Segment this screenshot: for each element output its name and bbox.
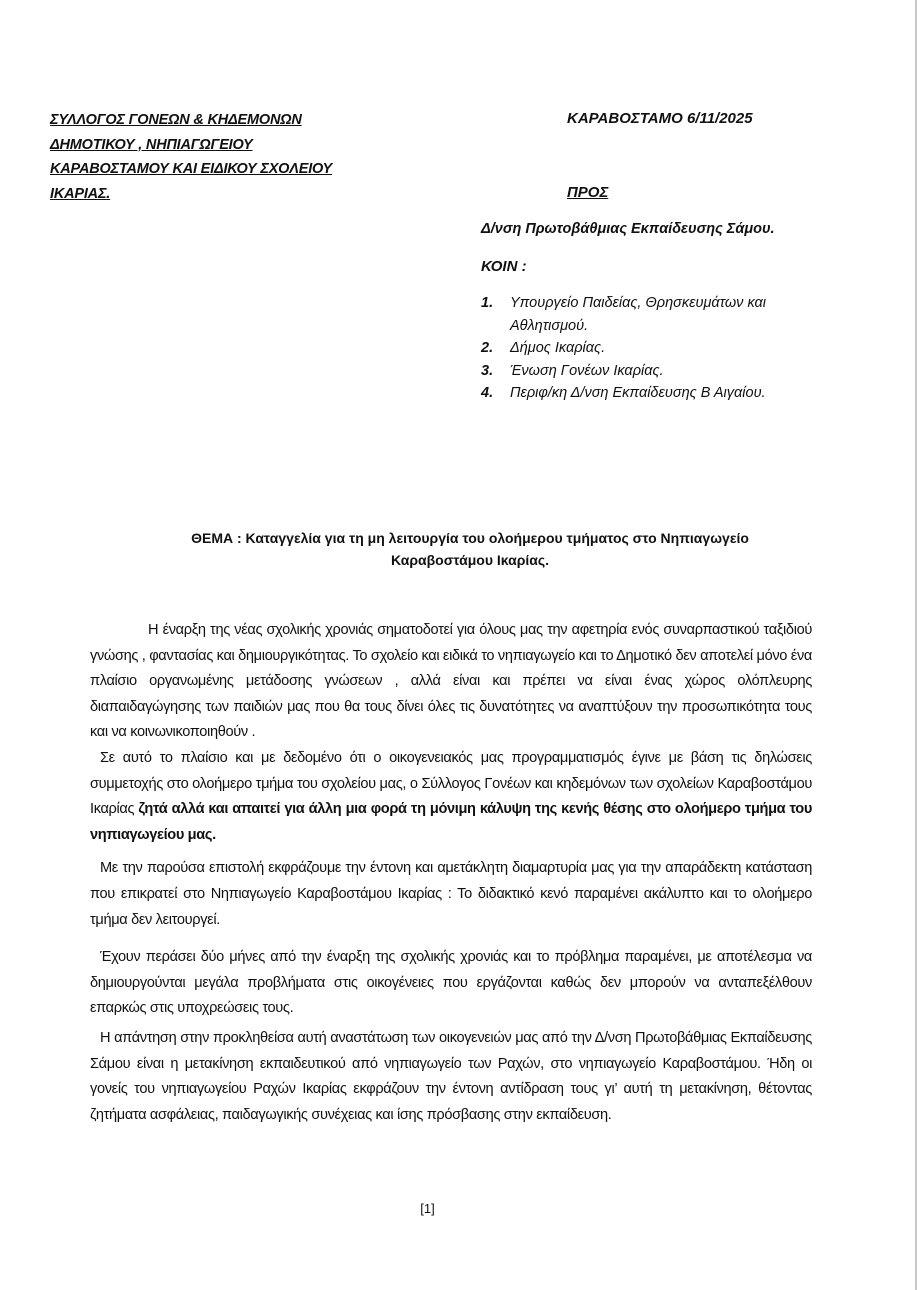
cc-list-item	[481, 337, 821, 360]
cc-label: ΚΟΙΝ :	[481, 258, 527, 275]
letter-body	[90, 618, 812, 1128]
cc-list	[481, 292, 821, 405]
paragraph	[90, 746, 812, 848]
cc-number: 1.	[481, 295, 494, 311]
sender-line: ΣΥΛΛΟΓΟΣ ΓΟΝΕΩΝ & ΚΗΔΕΜΟΝΩΝ	[50, 112, 302, 128]
sender-line: ΔΗΜΟΤΙΚΟΥ , ΝΗΠΙΑΓΩΓΕΙΟΥ	[50, 136, 253, 153]
subject	[110, 527, 830, 571]
cc-text: Περιφ/κη Δ/νση Εκπαίδευσης Β Αιγαίου.	[510, 385, 766, 401]
cc-number: 4.	[481, 385, 494, 401]
to-label: ΠΡΟΣ	[567, 184, 609, 201]
paragraph-text: Σε αυτό το πλαίσιο και με δεδομένο ότι ο οικογενειακός μας προγραμματισμός έγινε με βάση τις δηλώσεις συμμετοχής στο ολοήμερο τμήμα του σχολείου μας, ο Σύλλογος Γονέων και κηδεμόνων των σχολείων Καραβοστάμου Ικαρίας	[90, 749, 812, 818]
paragraph: Έχουν περάσει δύο μήνες από την έναρξη της σχολικής χρονιάς και το πρόβλημα παραμένει, με αποτέλεσμα να δημιουργούνται μεγάλα προβλήματα στις οικογένειες που εργάζονται καθώς δεν μπορούν να ανταπεξέλθουν επαρκώς στις υποχρεώσεις τους.	[90, 949, 812, 1017]
paragraph-emphasis: ζητά αλλά και απαιτεί για άλλη μια φορά τη μόνιμη κάλυψη της κενής θέσης στο ολοήμερο τμήμα του νηπιαγωγείου μας.	[90, 801, 812, 843]
sender-line: ΚΑΡΑΒΟΣΤΑΜΟΥ ΚΑΙ ΕΙΔΙΚΟΥ ΣΧΟΛΕΙΟΥ	[50, 161, 332, 177]
paragraph: Η έναρξη της νέας σχολικής χρονιάς σηματοδοτεί για όλους μας την αφετηρία ενός συναρπαστικού ταξιδιού γνώσης , φαντασίας και δημιουργικότητας. Το σχολείο και ειδικά το νηπιαγωγείο και το Δημοτικό δεν αποτελεί μόνο ένα πλαίσιο οργανωμένης μετάδοσης γνώσεων , αλλά είναι και πρέπει να είναι ένας χώρος ολόπλευρης διαπαιδαγώγησης των παιδιών μας που θα τους δίνει όλες τις δυνατότητες να αναπτύξουν την προσωπικότητα τους και να κοινωνικοποιηθούν .	[90, 622, 812, 741]
cc-list-item	[481, 382, 821, 405]
cc-text: Ένωση Γονέων Ικαρίας.	[510, 362, 664, 379]
sender-block	[50, 108, 390, 206]
page-number: [1]	[420, 1201, 435, 1216]
cc-number: 2.	[481, 340, 494, 356]
cc-list-item	[481, 360, 821, 383]
recipient: Δ/νση Πρωτοβάθμιας Εκπαίδευσης Σάμου.	[481, 221, 775, 237]
paragraph: Με την παρούσα επιστολή εκφράζουμε την έντονη και αμετάκλητη διαμαρτυρία μας για την απαράδεκτη κατάσταση που επικρατεί στο Νηπιαγωγείο Καραβοστάμου Ικαρίας : Το διδακτικό κενό παραμένει ακάλυπτο και το ολοήμερο τμήμα δεν λειτουργεί.	[90, 860, 812, 928]
cc-list-item	[481, 292, 821, 337]
cc-number: 3.	[481, 362, 494, 379]
sender-line: ΙΚΑΡΙΑΣ.	[50, 185, 111, 202]
place-date: ΚΑΡΑΒΟΣΤΑΜΟ 6/11/2025	[567, 110, 753, 127]
cc-text: Υπουργείο Παιδείας, Θρησκευμάτων και Αθλητισμού.	[510, 295, 767, 334]
paragraph: Η απάντηση στην προκληθείσα αυτή αναστάτωση των οικογενειών μας από την Δ/νση Πρωτοβάθμιας Εκπαίδευσης Σάμου είναι η μετακίνηση εκπαιδευτικού από νηπιαγωγείο των Ραχών, στο νηπιαγωγείο Καραβοστάμου. Ήδη οι γονείς του νηπιαγωγείου Ραχών Ικαρίας εκφράζουν την έντονη αντίδραση τους γι’ αυτή τη μετακίνηση, θέτοντας ζητήματα ασφάλειας, παιδαγωγικής συνέχειας και ίσης πρόσβασης στην εκπαίδευση.	[90, 1029, 812, 1123]
subject-line: ΘΕΜΑ : Καταγγελία για τη μη λειτουργία του ολοήμερου τμήματος στο Νηπιαγωγείο	[191, 530, 749, 546]
subject-line: Καραβοστάμου Ικαρίας.	[390, 552, 550, 568]
cc-text: Δήμος Ικαρίας.	[510, 340, 606, 356]
